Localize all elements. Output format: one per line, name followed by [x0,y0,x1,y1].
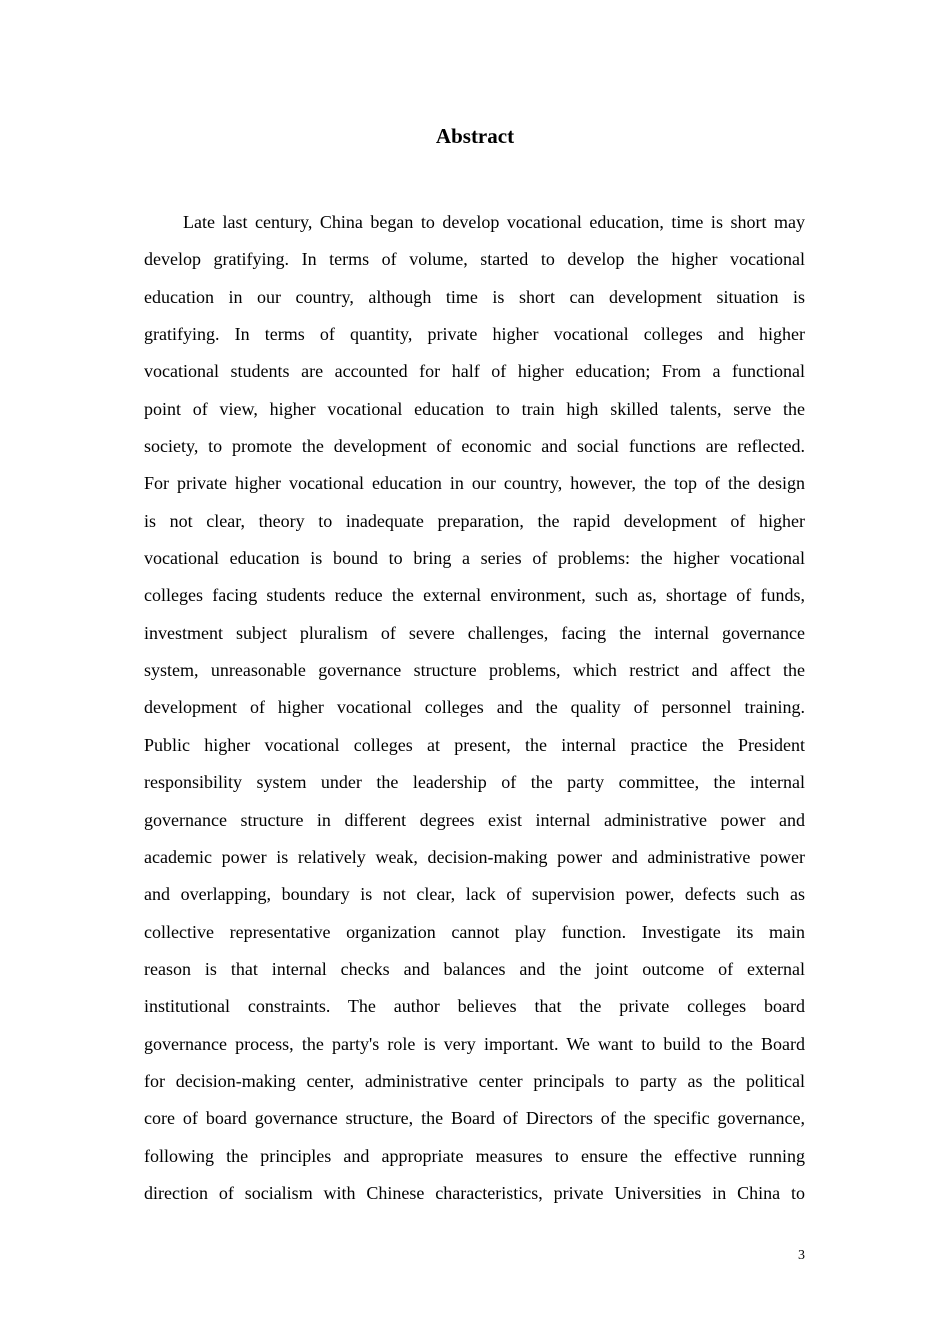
text-line: governance process, the party's role is very important. We want to build to the Board [144,1033,805,1054]
text-line: investment subject pluralism of severe challenges, facing the internal governance [144,622,805,643]
text-line: gratifying. In terms of quantity, private higher vocational colleges and higher [144,324,805,345]
text-line: core of board governance structure, the Board of Directors of the specific governance, [144,1108,805,1129]
text-line: development of higher vocational colleges and the quality of personnel training. [144,697,805,718]
text-line: point of view, higher vocational education to train high skilled talents, serve the [144,398,805,419]
text-line: for decision-making center, administrative center principals to party as the political [144,1070,805,1091]
text-line: collective representative organization cannot play function. Investigate its main [144,921,805,942]
text-line: following the principles and appropriate measures to ensure the effective running [144,1145,805,1166]
text-line: colleges facing students reduce the external environment, such as, shortage of funds, [144,585,805,606]
text-line: Late last century, China began to develop vocational education, time is short may [183,212,805,232]
text-line: education in our country, although time is short can development situation is [144,286,805,307]
text-line: responsibility system under the leadership of the party committee, the internal [144,772,805,793]
text-line: and overlapping, boundary is not clear, lack of supervision power, defects such as [144,884,805,905]
text-line: is not clear, theory to inadequate preparation, the rapid development of higher [144,510,805,531]
text-line: vocational education is bound to bring a series of problems: the higher vocational [144,548,805,569]
text-line: governance structure in different degrees exist internal administrative power and [144,809,805,830]
text-line: society, to promote the development of economic and social functions are reflected. [144,436,805,457]
text-line: For private higher vocational education in our country, however, the top of the design [144,473,805,494]
text-line: develop gratifying. In terms of volume, started to develop the higher vocational [144,249,805,270]
text-line: direction of socialism with Chinese characteristics, private Universities in China to [144,1182,805,1203]
text-line: academic power is relatively weak, decision-making power and administrative power [144,846,805,867]
text-line: reason is that internal checks and balances and the joint outcome of external [144,958,805,979]
text-line: institutional constraints. The author believes that the private colleges board [144,996,805,1017]
page-title: Abstract [435,124,515,148]
abstract-body [144,209,805,1217]
page-number: 3 [798,1248,805,1263]
text-line: Public higher vocational colleges at present, the internal practice the President [144,734,805,755]
text-line: vocational students are accounted for half of higher education; From a functional [144,361,805,382]
text-line: system, unreasonable governance structure problems, which restrict and affect the [144,660,805,681]
